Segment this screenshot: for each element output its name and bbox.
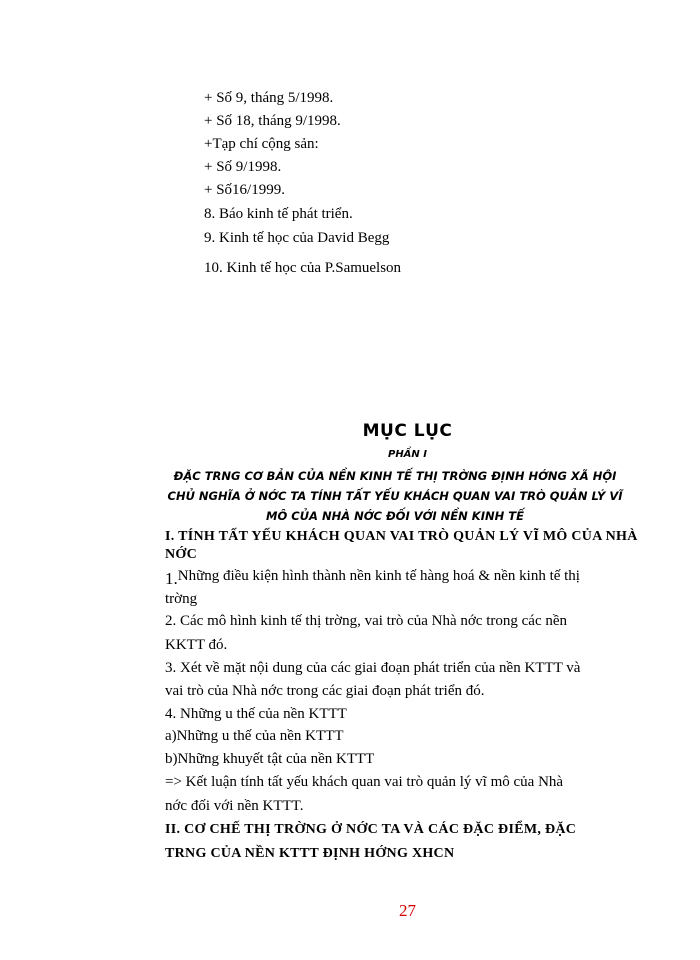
toc-entry: 2. Các mô hình kinh tế thị trờng, vai trò của Nhà nớc trong các nền (165, 613, 568, 629)
part-heading-line: MÔ CỦA NHÀ NỚC ĐỐI VỚI NỀN KINH TẾ (266, 509, 524, 523)
section-heading-cont: TRNG CỦA NỀN KTTT ĐỊNH HỚNG XHCN (165, 846, 455, 861)
toc-conclusion-cont: nớc đối với nền KTTT. (165, 798, 304, 814)
toc-title: MỤC LỤC (362, 421, 453, 441)
reference-item: 9. Kinh tế học của David Begg (204, 230, 390, 246)
reference-item: 8. Báo kinh tế phát triển. (204, 206, 353, 222)
toc-entry-cont: vai trò của Nhà nớc trong các giai đoạn phát triển đó. (165, 683, 485, 699)
section-heading: II. CƠ CHẾ THỊ TRỜNG Ở NỚC TA VÀ CÁC ĐẶC ĐIỂM, ĐẶC (165, 822, 577, 837)
toc-entry-cont: trờng (165, 591, 198, 607)
toc-entry: 4. Những u thế của nền KTTT (165, 706, 347, 722)
page-number: 27 (399, 901, 416, 920)
reference-item: 10. Kinh tế học của P.Samuelson (204, 260, 402, 276)
toc-entry (165, 566, 580, 588)
part-heading-line: ĐẶC TRNG CƠ BẢN CỦA NỀN KINH TẾ THỊ TRỜNG ĐỊNH HỚNG XÃ HỘI (173, 469, 617, 483)
toc-subentry: a)Những u thế của nền KTTT (165, 728, 344, 744)
entry-text: Những điều kiện hình thành nền kinh tế hàng hoá & nền kinh tế thị (177, 568, 580, 584)
reference-item: + Số 18, tháng 9/1998. (204, 113, 341, 129)
toc-entry: 3. Xét về mặt nội dung của các giai đoạn phát triển của nền KTTT và (165, 660, 581, 676)
reference-item: +Tạp chí cộng sản: (204, 136, 319, 152)
entry-number: 1. (165, 569, 178, 588)
part-label: PHẦN I (387, 449, 427, 460)
reference-item: + Số16/1999. (204, 182, 285, 198)
toc-subentry: b)Những khuyết tật của nền KTTT (165, 751, 375, 767)
section-heading-cont: NỚC (165, 547, 198, 562)
toc-conclusion: => Kết luận tính tất yếu khách quan vai trò quản lý vĩ mô của Nhà (165, 774, 564, 790)
part-heading-line: CHỦ NGHĨA Ở NỚC TA TÍNH TẤT YẾU KHÁCH QUAN VAI TRÒ QUẢN LÝ VĨ (167, 489, 623, 503)
section-heading: I. TÍNH TẤT YẾU KHÁCH QUAN VAI TRÒ QUẢN LÝ VĨ MÔ CỦA NHÀ (165, 529, 638, 544)
toc-entry-cont: KKTT đó. (165, 637, 228, 653)
reference-item: + Số 9/1998. (204, 159, 282, 175)
reference-item: + Số 9, tháng 5/1998. (204, 90, 334, 106)
